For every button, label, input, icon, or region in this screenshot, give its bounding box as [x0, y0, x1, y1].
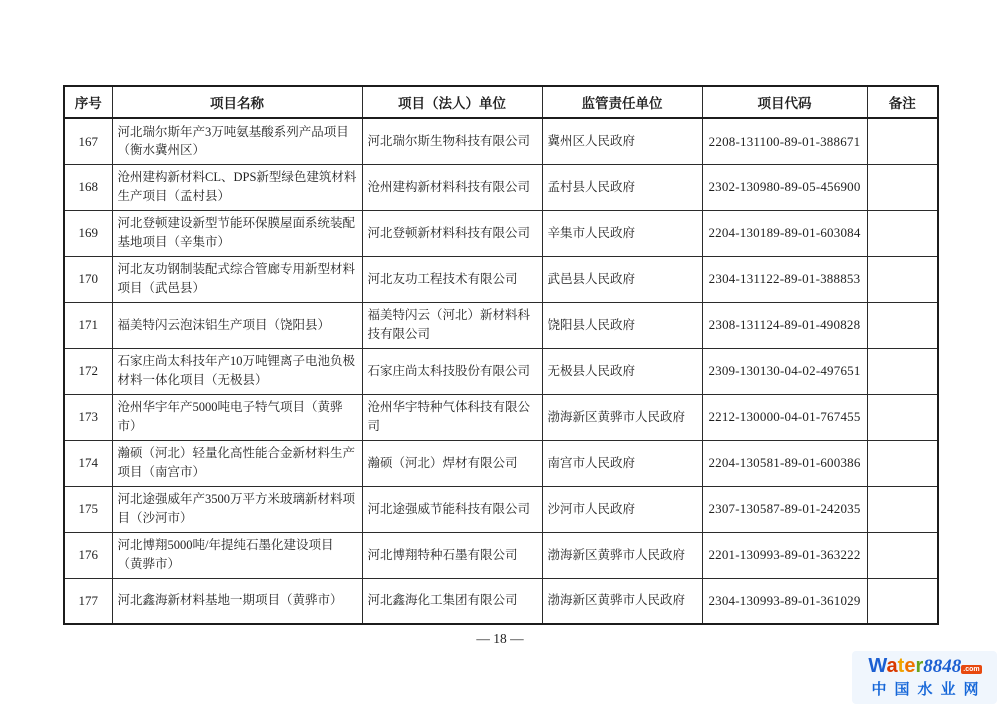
logo-com-badge: .com: [963, 666, 980, 673]
cell-serial: 170: [64, 256, 112, 302]
cell-supervisor: 辛集市人民政府: [542, 210, 702, 256]
cell-supervisor: 渤海新区黄骅市人民政府: [542, 532, 702, 578]
page-number: — 18 —: [476, 631, 524, 646]
cell-project-code: 2304-131122-89-01-388853: [702, 256, 867, 302]
cell-project-code: 2212-130000-04-01-767455: [702, 394, 867, 440]
logo-letter: r: [915, 655, 924, 677]
cell-project-code: 2308-131124-89-01-490828: [702, 302, 867, 348]
cell-company: 河北友功工程技术有限公司: [362, 256, 542, 302]
cell-company: 河北登顿新材料科技有限公司: [362, 210, 542, 256]
cell-serial: 177: [64, 578, 112, 624]
cell-company: 河北博翔特种石墨有限公司: [362, 532, 542, 578]
cell-company: 石家庄尚太科技股份有限公司: [362, 348, 542, 394]
col-header-project-code: 项目代码: [702, 86, 867, 118]
table-row: [64, 302, 938, 348]
cell-project-code: 2201-130993-89-01-363222: [702, 532, 867, 578]
cell-project-name: 河北途强威年产3500万平方米玻璃新材料项目（沙河市）: [112, 486, 362, 532]
cell-project-name: 河北登顿建设新型节能环保膜屋面系统装配基地项目（辛集市）: [112, 210, 362, 256]
cell-project-code: 2204-130189-89-01-603084: [702, 210, 867, 256]
col-header-project-name: 项目名称: [112, 86, 362, 118]
table-row: [64, 532, 938, 578]
cell-company: 河北鑫海化工集团有限公司: [362, 578, 542, 624]
cell-remark: [867, 118, 938, 164]
cell-serial: 169: [64, 210, 112, 256]
water8848-logo: [852, 651, 997, 704]
cell-company: 沧州建构新材料科技有限公司: [362, 164, 542, 210]
cell-project-code: 2307-130587-89-01-242035: [702, 486, 867, 532]
cell-project-code: 2302-130980-89-05-456900: [702, 164, 867, 210]
cell-company: 福美特闪云（河北）新材料科技有限公司: [362, 302, 542, 348]
cell-serial: 176: [64, 532, 112, 578]
cell-project-name: 河北鑫海新材料基地一期项目（黄骅市）: [112, 578, 362, 624]
table-row: [64, 118, 938, 164]
table-row: [64, 348, 938, 394]
cell-supervisor: 孟村县人民政府: [542, 164, 702, 210]
cell-remark: [867, 256, 938, 302]
cell-company: 河北途强威节能科技有限公司: [362, 486, 542, 532]
cell-supervisor: 渤海新区黄骅市人民政府: [542, 394, 702, 440]
cell-remark: [867, 486, 938, 532]
cell-project-code: 2304-130993-89-01-361029: [702, 578, 867, 624]
cell-remark: [867, 302, 938, 348]
cell-project-code: 2204-130581-89-01-600386: [702, 440, 867, 486]
cell-supervisor: 南宫市人民政府: [542, 440, 702, 486]
cell-project-name: 沧州建构新材料CL、DPS新型绿色建筑材料生产项目（孟村县）: [112, 164, 362, 210]
table-row: [64, 440, 938, 486]
logo-letter: a: [886, 655, 898, 677]
cell-serial: 172: [64, 348, 112, 394]
cell-company: 沧州华宇特种气体科技有限公司: [362, 394, 542, 440]
col-header-serial: 序号: [64, 86, 112, 118]
cell-company: 河北瑞尔斯生物科技有限公司: [362, 118, 542, 164]
cell-serial: 171: [64, 302, 112, 348]
col-header-remark: 备注: [867, 86, 938, 118]
cell-serial: 173: [64, 394, 112, 440]
cell-project-name: 福美特闪云泡沫铝生产项目（饶阳县）: [112, 302, 362, 348]
cell-supervisor: 无极县人民政府: [542, 348, 702, 394]
col-header-supervisor: 监管责任单位: [542, 86, 702, 118]
cell-remark: [867, 394, 938, 440]
cell-remark: [867, 440, 938, 486]
cell-supervisor: 冀州区人民政府: [542, 118, 702, 164]
cell-project-name: 河北瑞尔斯年产3万吨氨基酸系列产品项目（衡水冀州区）: [112, 118, 362, 164]
table-row: [64, 578, 938, 624]
logo-letter: t: [897, 655, 905, 677]
cell-supervisor: 武邑县人民政府: [542, 256, 702, 302]
cell-supervisor: 渤海新区黄骅市人民政府: [542, 578, 702, 624]
cell-remark: [867, 532, 938, 578]
logo-number: 8848: [923, 656, 962, 677]
cell-project-code: 2208-131100-89-01-388671: [702, 118, 867, 164]
cell-project-code: 2309-130130-04-02-497651: [702, 348, 867, 394]
cell-serial: 167: [64, 118, 112, 164]
cell-project-name: 河北友功钢制装配式综合管廊专用新型材料项目（武邑县）: [112, 256, 362, 302]
table-row: [64, 256, 938, 302]
cell-project-name: 瀚硕（河北）轻量化高性能合金新材料生产项目（南宫市）: [112, 440, 362, 486]
table-header-row: [64, 86, 938, 118]
cell-serial: 175: [64, 486, 112, 532]
logo-letter: W: [868, 655, 887, 677]
table-row: [64, 486, 938, 532]
cell-project-name: 石家庄尚太科技年产10万吨锂离子电池负极材料一体化项目（无极县）: [112, 348, 362, 394]
cell-project-name: 河北博翔5000吨/年提纯石墨化建设项目（黄骅市）: [112, 532, 362, 578]
cell-serial: 174: [64, 440, 112, 486]
logo-wordmark: [857, 655, 993, 678]
logo-letter: e: [904, 655, 916, 677]
cell-remark: [867, 348, 938, 394]
cell-remark: [867, 164, 938, 210]
table-row: [64, 394, 938, 440]
cell-company: 瀚硕（河北）焊材有限公司: [362, 440, 542, 486]
cell-serial: 168: [64, 164, 112, 210]
cell-project-name: 沧州华宇年产5000吨电子特气项目（黄骅市）: [112, 394, 362, 440]
col-header-legal-entity: 项目（法人）单位: [362, 86, 542, 118]
cell-supervisor: 沙河市人民政府: [542, 486, 702, 532]
logo-chinese-name: 中国水业网: [871, 681, 987, 698]
table-row: [64, 210, 938, 256]
cell-supervisor: 饶阳县人民政府: [542, 302, 702, 348]
table-row: [64, 164, 938, 210]
cell-remark: [867, 578, 938, 624]
cell-remark: [867, 210, 938, 256]
project-table: [63, 85, 939, 625]
